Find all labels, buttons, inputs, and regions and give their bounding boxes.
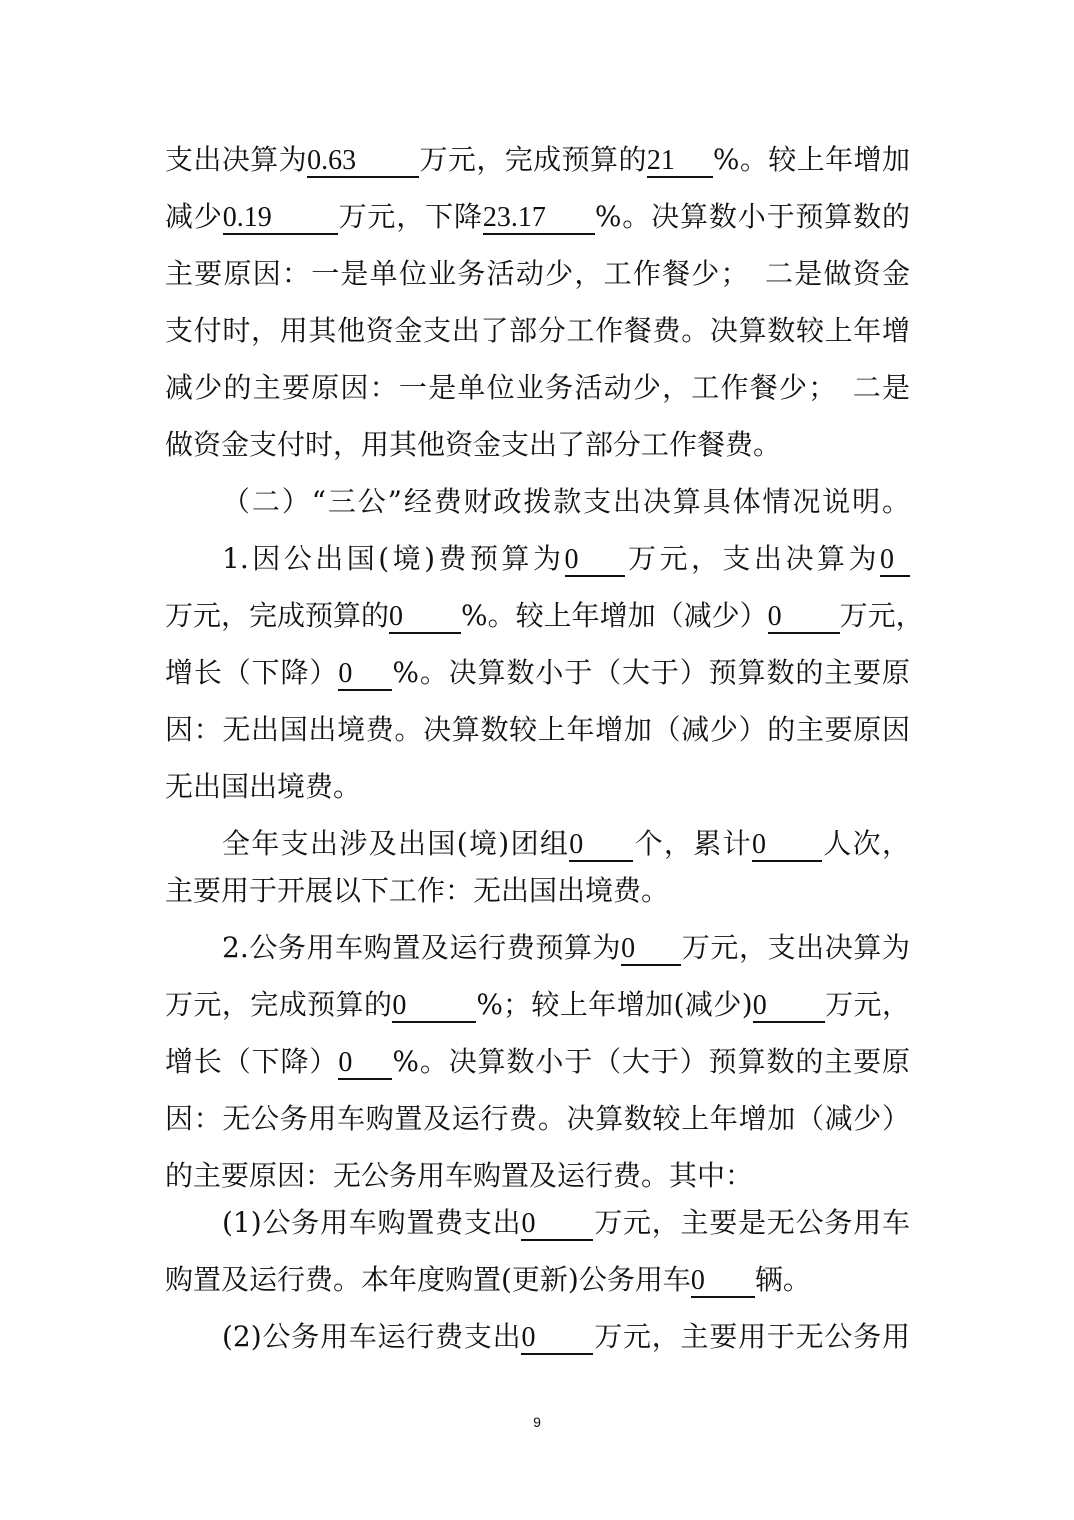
- text-segment: %。较上年增加（减少）: [461, 599, 768, 632]
- text-segment: 万元，主要用于无公务用: [593, 1320, 910, 1353]
- blank-field: 0: [880, 545, 910, 577]
- text-segment: 全年支出涉及出国(境)团组: [222, 827, 570, 860]
- text-line-15: [222, 930, 910, 966]
- blank-field: 0: [521, 1209, 593, 1241]
- blank-field: 0: [621, 934, 681, 966]
- text-segment: 个，累计: [633, 827, 752, 860]
- blank-field: 0: [752, 830, 822, 862]
- text-line-3: 主要原因：一是单位业务活动少，工作餐少； 二是做资金: [165, 257, 910, 290]
- blank-field: 21: [647, 146, 713, 178]
- text-line-17: [165, 1044, 910, 1080]
- text-line-22: [222, 1319, 910, 1355]
- text-segment: 万元，主要是无公务用车: [593, 1206, 910, 1239]
- page-number: 9: [533, 1414, 541, 1430]
- text-line-1: [165, 142, 910, 178]
- text-line-14: 主要用于开展以下工作：无出国出境费。: [165, 874, 670, 907]
- text-line-2: [165, 199, 910, 235]
- blank-field: 0: [565, 545, 625, 577]
- blank-field: 0: [753, 991, 825, 1023]
- text-segment: 购置及运行费。本年度购置(更新)公务用车: [165, 1263, 691, 1296]
- section-heading: （二）“三公”经费财政拨款支出决算具体情况说明。: [222, 485, 910, 518]
- blank-field: 0.63: [307, 146, 419, 178]
- text-segment: %。较上年增加: [712, 143, 910, 176]
- text-segment: 减少: [165, 200, 223, 233]
- text-line-11: 因：无出国出境费。决算数较上年增加（减少）的主要原因: [165, 713, 910, 746]
- text-line-18: 因：无公务用车购置及运行费。决算数较上年增加（减少）: [165, 1102, 910, 1135]
- text-segment: 万元，完成预算的: [419, 143, 647, 176]
- text-segment: %；较上年增加(减少): [476, 988, 753, 1021]
- text-line-19: 的主要原因：无公务用车购置及运行费。其中：: [165, 1159, 754, 1192]
- text-segment: 支出决算为: [165, 143, 308, 176]
- text-line-8: [222, 541, 910, 577]
- text-segment: 万元，支出决算为: [681, 931, 910, 964]
- text-segment: %。决算数小于（大于）预算数的主要原: [392, 1045, 910, 1078]
- text-segment: 增长（下降）: [165, 656, 339, 689]
- text-segment: 1.因公出国(境)费预算为: [222, 542, 565, 575]
- blank-field: 0: [338, 1048, 392, 1080]
- text-segment: 万元，完成预算的: [165, 599, 390, 632]
- blank-field: 0: [389, 602, 461, 634]
- text-line-5: 减少的主要原因：一是单位业务活动少，工作餐少； 二是: [165, 371, 910, 404]
- text-line-12: 无出国出境费。: [165, 770, 362, 803]
- text-segment: %。决算数小于预算数的: [594, 200, 910, 233]
- text-line-9: [165, 598, 924, 634]
- text-segment: 2.公务用车购置及运行费预算为: [222, 931, 622, 964]
- text-segment: 万元，下降: [337, 200, 483, 233]
- blank-field: 0: [338, 659, 392, 691]
- text-line-16: [165, 987, 910, 1023]
- blank-field: 0: [392, 991, 476, 1023]
- text-line-13: [222, 826, 910, 862]
- text-segment: 增长（下降）: [165, 1045, 339, 1078]
- blank-field: 0: [521, 1323, 593, 1355]
- text-segment: (1)公务用车购置费支出: [222, 1206, 522, 1239]
- text-line-10: [165, 655, 910, 691]
- text-segment: 人次，: [821, 827, 910, 860]
- text-segment: %。决算数小于（大于）预算数的主要原: [392, 656, 910, 689]
- text-segment: (2)公务用车运行费支出: [222, 1320, 522, 1353]
- text-line-21: [165, 1262, 910, 1298]
- text-segment: 万元，: [839, 599, 924, 632]
- text-segment: 辆。: [754, 1263, 811, 1296]
- blank-field: 23.17: [483, 203, 595, 235]
- blank-field: 0: [569, 830, 633, 862]
- text-line-4: 支付时，用其他资金支出了部分工作餐费。决算数较上年增: [165, 314, 910, 347]
- text-segment: 万元，: [824, 988, 910, 1021]
- text-segment: 万元，支出决算为: [624, 542, 880, 575]
- text-segment: 万元，完成预算的: [165, 988, 393, 1021]
- blank-field: 0: [691, 1266, 755, 1298]
- text-line-20: [222, 1205, 910, 1241]
- blank-field: 0.19: [223, 203, 338, 235]
- blank-field: 0: [768, 602, 840, 634]
- text-line-6: 做资金支付时，用其他资金支出了部分工作餐费。: [165, 428, 782, 461]
